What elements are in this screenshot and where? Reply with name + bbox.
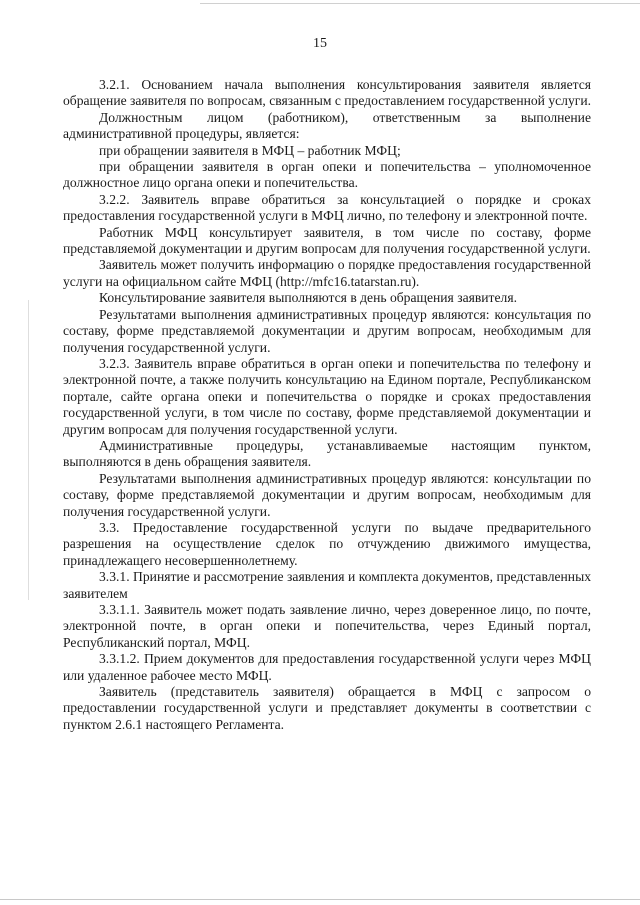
paragraph-mfc-consults: Работник МФЦ консультирует заявителя, в том числе по составу, форме представляемой документации и другим вопросам для получения государственной услуги. bbox=[63, 224, 591, 257]
paragraph-3-3-1-2: 3.3.1.2. Прием документов для предоставления государственной услуги через МФЦ или удаленное рабочее место МФЦ. bbox=[63, 651, 591, 683]
paragraph-3-3: 3.3. Предоставление государственной услуги по выдаче предварительного разрешения на осуществление сделок по отчуждению движимого имущества, принадлежащего несовершеннолетнему. bbox=[63, 519, 591, 568]
scan-artifact-top bbox=[200, 3, 640, 4]
page-number: 15 bbox=[313, 36, 327, 51]
paragraph-3-2-3: 3.2.3. Заявитель вправе обратиться в орган опеки и попечительства по телефону и электронной почте, а также получить консультацию на Едином портале, Республиканском портале, сайте органа опеки и попечительства о порядке и сроках предоставления государственной услуги, в том числе по составу, форме представляемой документации и другим вопросам для получения государственной услуги. bbox=[63, 355, 591, 437]
paragraph-3-3-1-1: 3.3.1.1. Заявитель может подать заявление лично, через доверенное лицо, по почте, электронной почте, в орган опеки и попечительства, через Единый портал, Республиканский портал, МФЦ. bbox=[63, 602, 591, 650]
document-body bbox=[63, 77, 591, 733]
scan-artifact-bottom bbox=[0, 899, 640, 900]
paragraph-guardianship-case: при обращении заявителя в орган опеки и попечительства – уполномоченное должностное лицо органа опеки и попечительства. bbox=[63, 159, 591, 191]
paragraph-results-2: Результатами выполнения административных процедур являются: консультации по составу, форме представляемой документации и другим вопросам, необходимым для получения государственной услуги. bbox=[63, 470, 591, 519]
paragraph-3-2-1: 3.2.1. Основанием начала выполнения консультирования заявителя является обращение заявителя по вопросам, связанным с предоставлением государственной услуги. bbox=[63, 77, 591, 109]
paragraph-3-3-1: 3.3.1. Принятие и рассмотрение заявления и комплекта документов, представленных заявителем bbox=[63, 569, 591, 601]
paragraph-results-1: Результатами выполнения административных процедур являются: консультация по составу, форме представляемой документации и другим вопросам, необходимым для получения государственной услуги. bbox=[63, 306, 591, 355]
scan-artifact-left bbox=[28, 300, 29, 600]
paragraph-procedures-same-day: Административные процедуры, устанавливаемые настоящим пунктом, выполняются в день обращения заявителя. bbox=[63, 437, 591, 470]
paragraph-mfc-case: при обращении заявителя в МФЦ – работник МФЦ; bbox=[99, 142, 401, 158]
paragraph-website-info: Заявитель может получить информацию о порядке предоставления государственной услуги на официальном сайте МФЦ (http://mfc16.tatarstan.ru). bbox=[63, 257, 591, 289]
paragraph-applicant-appeals: Заявитель (представитель заявителя) обращается в МФЦ с запросом о предоставлении государственной услуги и представляет документы в соответствии с пунктом 2.6.1 настоящего Регламента. bbox=[63, 684, 591, 732]
paragraph-3-2-2: 3.2.2. Заявитель вправе обратиться за консультацией о порядке и сроках предоставления государственной услуги в МФЦ лично, по телефону и электронной почте. bbox=[63, 191, 591, 224]
paragraph-responsible-person: Должностным лицом (работником), ответственным за выполнение административной процедуры, является: bbox=[63, 109, 591, 142]
paragraph-consult-same-day: Консультирование заявителя выполняются в день обращения заявителя. bbox=[99, 290, 517, 306]
